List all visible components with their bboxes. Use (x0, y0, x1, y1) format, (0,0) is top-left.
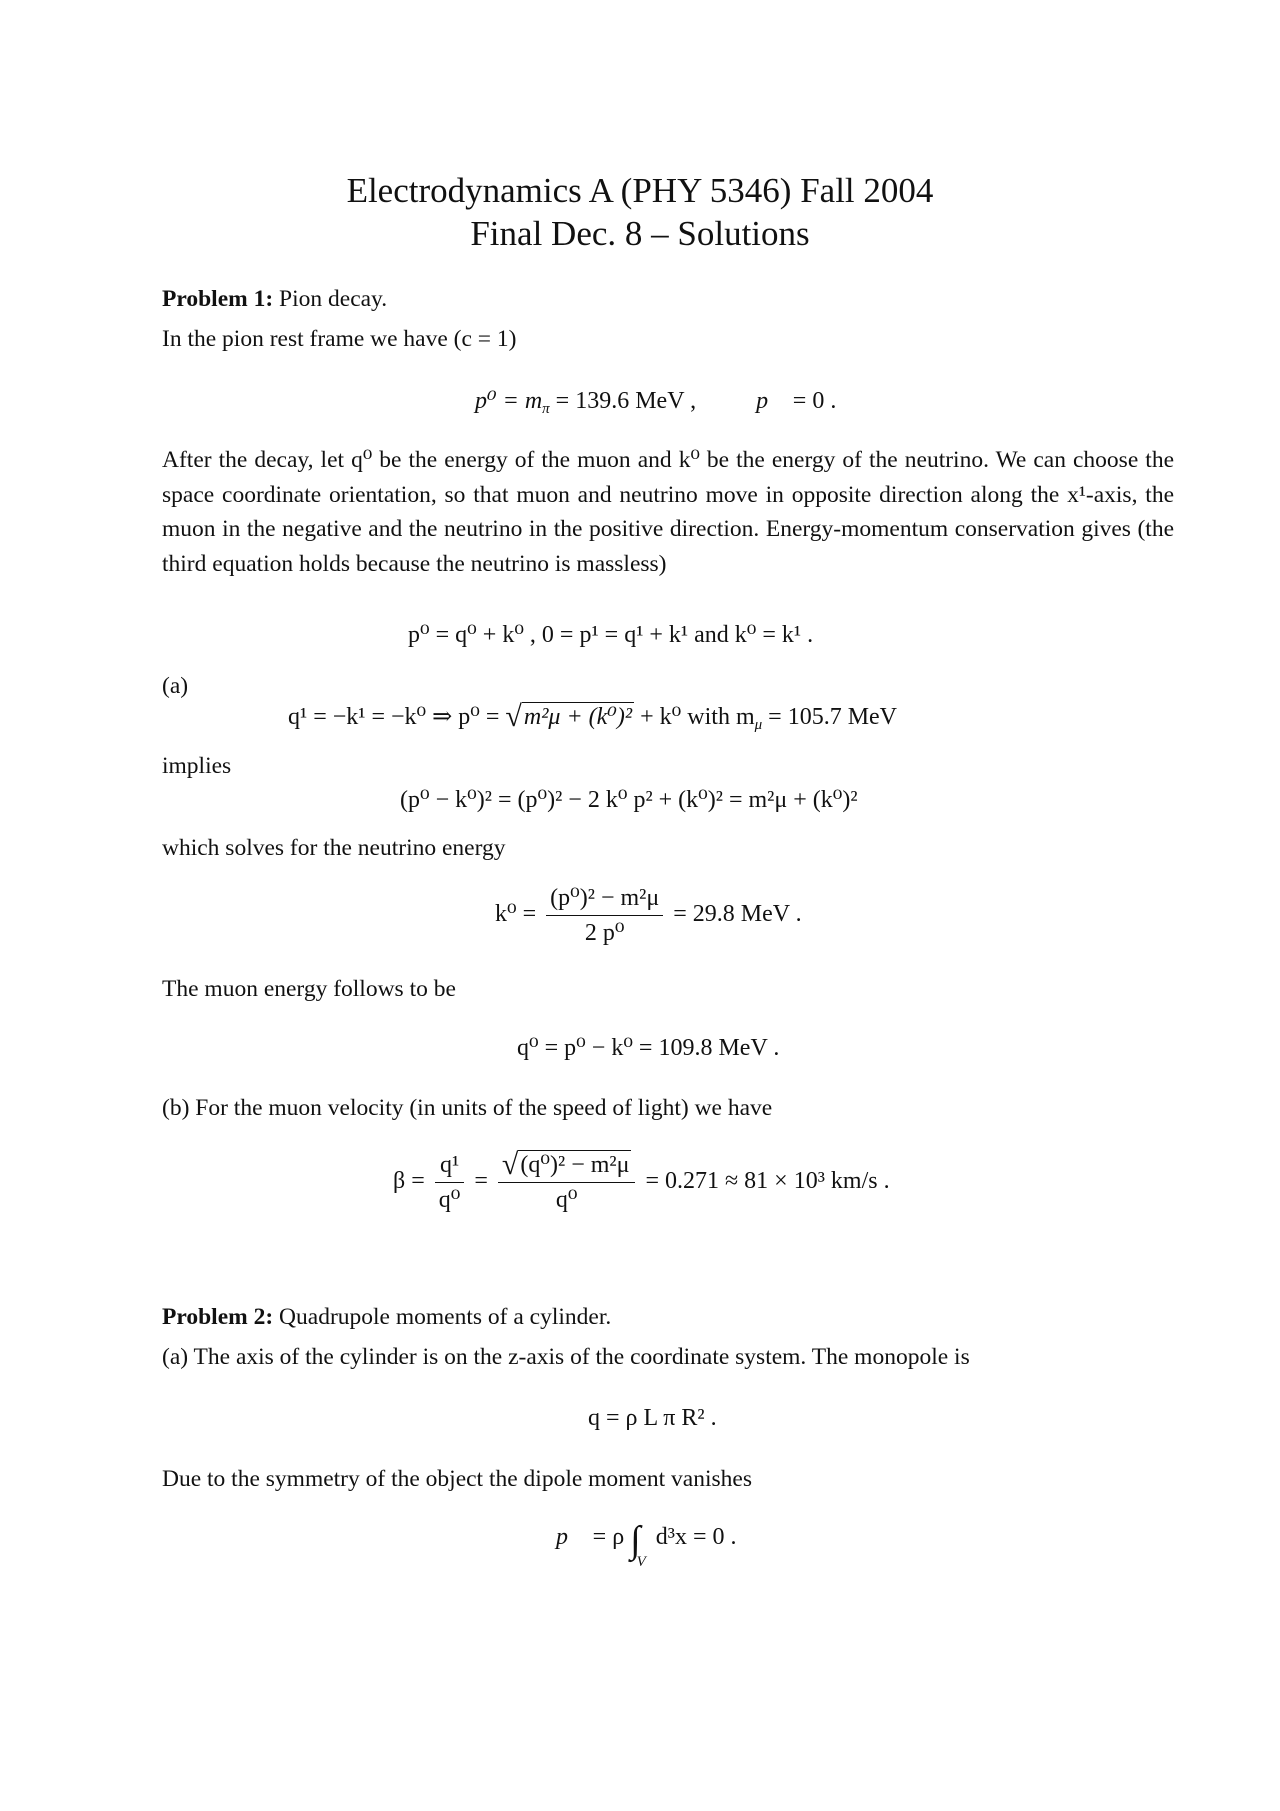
equation-muon-energy: q⁰ = p⁰ − k⁰ = 109.8 MeV . (517, 1035, 780, 1061)
equation-squared: (p⁰ − k⁰)² = (p⁰)² − 2 k⁰ p² + (k⁰)² = m²μ + (k⁰)² (400, 787, 858, 813)
equation-dipole: p⃗ = ρ $\int_V$ d³x = 0 . (556, 1519, 737, 1570)
implies-label: implies (162, 753, 232, 779)
equation-neutrino-energy (495, 883, 802, 948)
muon-energy-text: The muon energy follows to be (162, 976, 456, 1002)
document-title: Electrodynamics A (PHY 5346) Fall 2004 (346, 171, 934, 210)
equation-conservation: p⁰ = q⁰ + k⁰ , 0 = p¹ = q¹ + k¹ and k⁰ = k¹ . (408, 622, 814, 648)
eq1-value: = 139.6 MeV , (549, 388, 697, 414)
eq-dipole-subscript: V (636, 1554, 646, 1570)
eq-dipole-right: d³x = 0 . (649, 1524, 737, 1550)
document-subtitle: Final Dec. 8 – Solutions (470, 214, 810, 253)
problem2-topic: Quadrupole moments of a cylinder. (279, 1304, 612, 1330)
eq1-right: = 0 . (786, 388, 837, 414)
eq1-left: p⁰ = m (475, 388, 543, 414)
eq5-right: = 29.8 MeV . (673, 901, 802, 928)
problem1-paragraph: After the decay, let q⁰ be the energy of the muon and k⁰ be the energy of the neutrino. We can choose the space coordinate orientation, so that muon and neutrino move in opposite direction along the x¹-axis, the muon in the negative and the neutrino in the positive direction. Energy-momentum conservation gives (the third equation holds because the neutrino is massless) (162, 447, 1174, 577)
equation-pion-rest: $p^0 = m_\pi = 139.6$ MeV , p⃗ = 0 . (475, 388, 837, 417)
solves-text: which solves for the neutrino energy (162, 835, 506, 861)
problem2-paragraph2: Due to the symmetry of the object the dipole moment vanishes (162, 1466, 752, 1492)
problem1-intro: In the pion rest frame we have (c = 1) (162, 326, 517, 352)
eq7-right: = 0.271 ≈ 81 × 10³ km/s . (645, 1168, 890, 1195)
equation-muon-velocity (393, 1150, 890, 1215)
eq3-sqrt: m²μ + (k⁰)² (523, 704, 633, 730)
eq5-left: k⁰ = (495, 901, 537, 928)
eq7-frac1-numerator: q¹ (435, 1150, 465, 1183)
problem1-label: Problem 1: (162, 286, 274, 312)
eq3-left: q¹ = −k¹ = −k⁰ ⇒ p⁰ = (288, 704, 500, 730)
problem2-paragraph1: (a) The axis of the cylinder is on the z-axis of the coordinate system. The monopole is (162, 1344, 970, 1370)
eq7-fraction1 (435, 1150, 465, 1215)
eq-dipole-left: = ρ (586, 1524, 625, 1550)
part-b-text: (b) For the muon velocity (in units of the speed of light) we have (162, 1095, 773, 1121)
eq7-frac2-denominator: q⁰ (555, 1187, 578, 1213)
part-a-label: (a) (162, 673, 189, 699)
eq7-frac2-numerator: (q⁰)² − m²μ (520, 1152, 630, 1178)
eq7-equals: = (474, 1168, 488, 1195)
eq7-fraction2: $\frac{\text{√(q⁰)² − m²μ}}{\text{q⁰}}$ (498, 1150, 636, 1215)
problem2-label: Problem 2: (162, 1304, 274, 1330)
eq5-fraction (546, 883, 663, 948)
problem1-topic: Pion decay. (279, 286, 388, 312)
eq3-right: + k⁰ with m (640, 704, 755, 730)
problem2-heading (162, 1300, 1174, 1335)
equation-monopole: q = ρ L π R² . (588, 1405, 717, 1431)
eq3-value: = 105.7 MeV (762, 704, 898, 730)
equation-energy-sum: q¹ = −k¹ = −k⁰ ⇒ p⁰ = √m²μ + (k⁰)² + k⁰ with $m_\mu = 105.7$ MeV (288, 700, 898, 733)
eq5-numerator: (p⁰)² − m²μ (546, 883, 663, 916)
eq7-frac1-denominator: q⁰ (438, 1187, 461, 1213)
eq7-beta: β = (393, 1168, 425, 1195)
problem1-heading (162, 282, 1174, 317)
eq5-denominator: 2 p⁰ (584, 920, 625, 946)
